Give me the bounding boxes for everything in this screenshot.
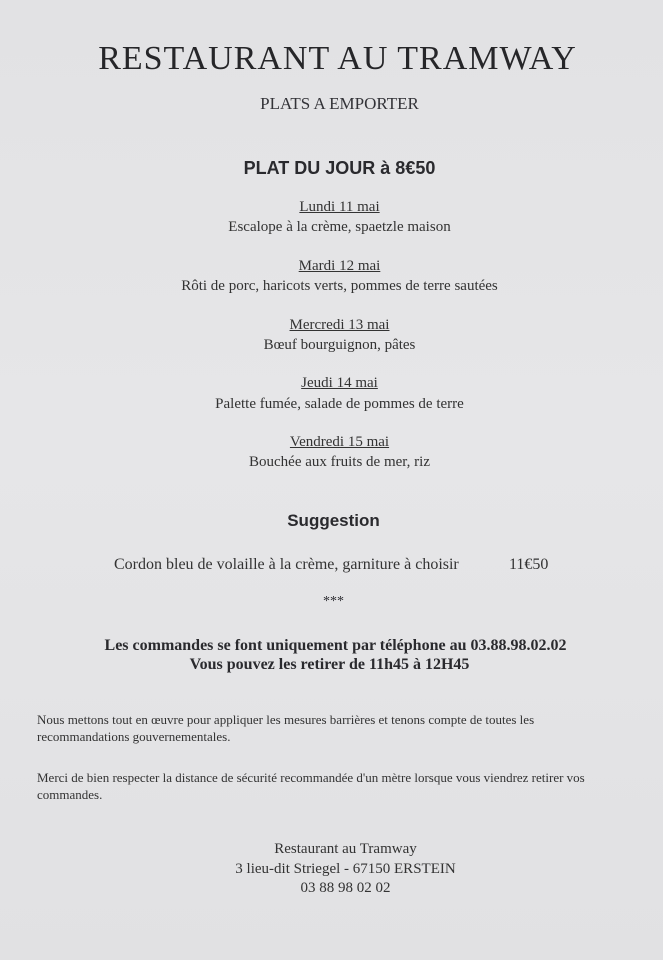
menu-subtitle: PLATS A EMPORTER [260,94,419,113]
day-label: Mardi 12 mai [298,258,381,274]
day-dish: Bœuf bourguignon, pâtes [263,337,416,353]
footer-address: 3 lieu-dit Striegel - 67150 ERSTEIN [235,861,456,877]
restaurant-title: RESTAURANT AU TRAMWAY [98,40,577,77]
orders-phone-line: Les commandes se font uniquement par téléphone au 03.88.98.02.02 [104,637,567,654]
orders-pickup-line: Vous pouvez les retirer de 11h45 à 12H45 [189,656,470,673]
day-dish: Bouchée aux fruits de mer, riz [249,454,430,470]
suggestion-dish: Cordon bleu de volaille à la crème, garniture à choisir [114,556,459,573]
notice-paragraph: Merci de bien respecter la distance de sécurité recommandée d'un mètre lorsque vous viendrez retirer vos commandes. [37,770,585,802]
day-label: Lundi 11 mai [299,199,380,215]
separator: *** [323,594,344,609]
day-dish: Rôti de porc, haricots verts, pommes de terre sautées [181,278,498,294]
plat-du-jour-heading: PLAT DU JOUR à 8€50 [243,158,436,178]
day-label: Jeudi 14 mai [301,375,378,391]
footer-name: Restaurant au Tramway [274,841,417,857]
day-label: Vendredi 15 mai [289,434,390,450]
suggestion-price: 11€50 [509,556,549,573]
footer-phone: 03 88 98 02 02 [300,880,391,896]
day-dish: Escalope à la crème, spaetzle maison [228,219,451,235]
notice-paragraph: Nous mettons tout en œuvre pour appliquer les mesures barrières et tenons compte de toutes les recommandations gouvernementales. [37,712,535,744]
suggestion-heading: Suggestion [287,511,380,530]
day-dish: Palette fumée, salade de pommes de terre [215,396,464,412]
day-label: Mercredi 13 mai [289,317,390,333]
